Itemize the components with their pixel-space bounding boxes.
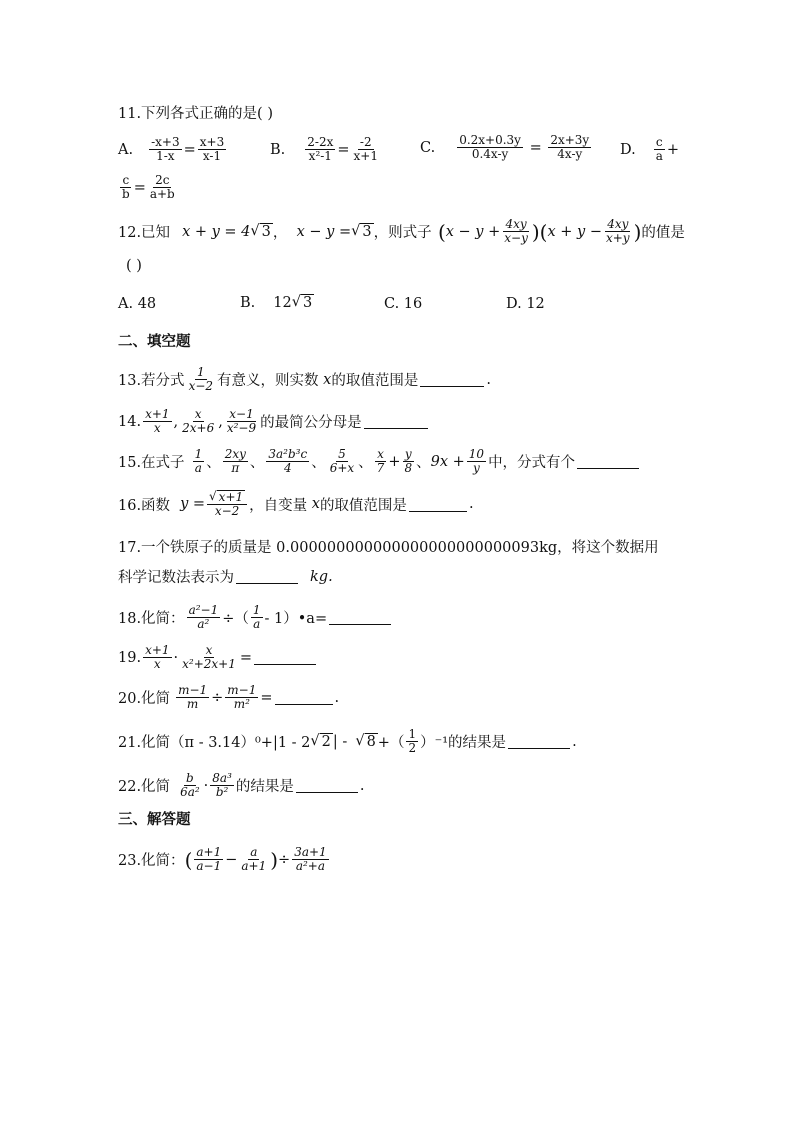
q11-option-d: D. $\frac{c}{a}$ + (620, 135, 680, 164)
fraction: $\frac{a+1}{a-1}$ (196, 845, 222, 874)
answer-blank[interactable] (254, 650, 316, 665)
q21: 21.化简（π - 3.14）⁰+|1 - 2 √ 2 | - √ 8 +（ $\frac{1}{2}$ ）⁻¹的结果是 . (118, 727, 577, 756)
fraction: $\frac{\text{3a²b³c}}{4}$ (268, 447, 308, 476)
fraction: $\frac{x-1}{\text{x²−9}}$ (226, 407, 257, 436)
q13: 13.若分式 $\frac{1}{x-2}$ 有意义，则实数 x 的取值范围是 . (118, 365, 491, 394)
fraction: $\frac{10}{y}$ (468, 447, 485, 476)
fraction: $\frac{b}{\text{6a²}}$ (180, 771, 200, 800)
answer-blank[interactable] (420, 372, 484, 387)
fraction: $\frac{1}{x-2}$ (188, 365, 214, 394)
fraction: $\frac{1}{a}$ (194, 447, 203, 476)
fraction: $\frac{2xy}{\pi}$ (224, 447, 246, 476)
answer-blank[interactable] (364, 414, 428, 429)
fraction: $\frac{-2}{x+1}$ (353, 135, 378, 164)
q17-line2: 科学记数法表示为 kg. (118, 568, 333, 586)
q19: 19. $\frac{x+1}{x}$ · $\frac{x}{\text{x²+2x+1}}$ = (118, 644, 318, 671)
q12-option-a: A. 48 (118, 296, 157, 312)
answer-blank[interactable] (577, 454, 639, 469)
fraction: $\frac{x}{2x+6}$ (182, 407, 215, 436)
answer-blank[interactable] (508, 734, 570, 749)
answer-blank[interactable] (275, 690, 333, 705)
q11-option-a: A. $\frac{-x+3}{1-x}$ = $\frac{x+3}{x-1}$ (118, 135, 225, 164)
fraction: $\frac{4xy}{x-y}$ (504, 217, 528, 246)
square-root: √ 3 (351, 223, 372, 241)
fraction: √ x+1 x−2 (207, 490, 247, 518)
q20: 20.化简 $\frac{m-1}{m}$ ÷ $\frac{m-1}{\text{m²}}$ = . (118, 683, 340, 712)
fraction: $\frac{2x+3y}{4x-y}$ (550, 133, 590, 162)
q11-option-c: C. $\frac{0.2x+0.3y}{0.4x-y}$ = $\frac{2x+3y}{4x-y}$ (420, 133, 590, 162)
square-root: √ x+1 (209, 489, 244, 504)
answer-blank[interactable] (329, 610, 391, 625)
answer-blank[interactable] (236, 569, 298, 584)
fraction: $\frac{4xy}{x+y}$ (605, 217, 630, 246)
fraction: $\frac{x+1}{x}$ (145, 643, 170, 672)
q22: 22.化简 $\frac{b}{\text{6a²}}$ · $\frac{\text{8a³}}{\text{b²}}$ 的结果是 . (118, 771, 365, 800)
q11-option-d-continued: $\frac{c}{b}$ = $\frac{2c}{a+b}$ (122, 173, 175, 202)
fraction: $\frac{x+3}{x-1}$ (199, 135, 225, 164)
answer-blank[interactable] (409, 497, 467, 512)
fraction: $\frac{m-1}{\text{m²}}$ (227, 683, 257, 712)
fraction: $\frac{a}{a+1}$ (241, 845, 267, 874)
fraction: $\frac{c}{a}$ (655, 135, 663, 164)
fraction: $\frac{x}{\text{x²+2x+1}}$ (182, 643, 236, 672)
square-root: √ 2 (310, 733, 331, 751)
square-root: √ 8 (355, 733, 376, 751)
fraction: $\frac{5}{6+x}$ (329, 447, 355, 476)
q17-line1: 17.一个铁原子的质量是 0.000000000000000000000000093kg，将这个数据用 (118, 540, 659, 556)
q14: 14. $\frac{x+1}{x}$ , $\frac{x}{2x+6}$ , $\frac{x-1}{\text{x²−9}}$ 的最简公分母是 (118, 408, 430, 435)
section-answer: 三、解答题 (118, 812, 191, 828)
answer-blank[interactable] (296, 778, 358, 793)
fraction: $\frac{1}{2}$ (408, 727, 417, 756)
fraction: $\frac{x}{7}$ (376, 447, 385, 476)
q12-option-d: D. 12 (506, 296, 545, 312)
q11-stem: 11.下列各式正确的是( ) (118, 106, 273, 122)
fraction: $\frac{c}{b}$ (122, 173, 130, 202)
fraction: $\frac{m-1}{m}$ (178, 683, 208, 712)
q18: 18.化简： $\frac{\text{a²−1}}{\text{a²}}$ ÷（ $\frac{1}{a}$ - 1）•a= (118, 604, 393, 631)
fraction: $\frac{2-2x}{\text{x²-1}}$ (307, 135, 334, 164)
square-root: √ 3 (291, 294, 313, 311)
fraction: $\frac{y}{8}$ (404, 447, 413, 476)
fraction: $\frac{\text{a²−1}}{\text{a²}}$ (188, 603, 219, 632)
fraction: $\frac{-x+3}{1-x}$ (151, 135, 180, 164)
fraction: $\frac{2c}{a+b}$ (149, 173, 175, 202)
fraction: $\frac{\text{8a³}}{\text{b²}}$ (212, 771, 232, 800)
fraction: $\frac{x+1}{x}$ (145, 407, 170, 436)
q23: 23.化简： ( $\frac{a+1}{a-1}$ − $\frac{a}{a+1}$ ) ÷ $\frac{3a+1}{\text{a²+a}}$ (118, 845, 327, 874)
q12-option-b: B. 12 √ 3 (240, 294, 313, 311)
q15: 15.在式子 $\frac{1}{a}$ 、 $\frac{2xy}{\pi}$ 、 $\frac{\text{3a²b³c}}{4}$ 、 $\frac{5}{6+x}$ 、 $\frac{x}{7}$ + $\frac{y}{8}$ 、 9x + $\frac{10}{y}$ 中，分式有个 (118, 448, 641, 475)
fraction: $\frac{0.2x+0.3y}{0.4x-y}$ (459, 133, 521, 162)
section-fill-in: 二、填空题 (118, 334, 191, 350)
fraction: $\frac{3a+1}{\text{a²+a}}$ (294, 845, 327, 874)
q12-stem: 12.已知 x + y = 4 √ 3 ， x − y = √ 3 ，则式子 ( x − y + $\frac{4xy}{x-y}$ )( x + y − $\frac{4xy}{x+y}$ ) 的值是 (118, 217, 685, 246)
q12-option-c: C. 16 (384, 296, 423, 312)
q12-answer-paren: ( ) (126, 258, 142, 274)
square-root: √ 3 (250, 223, 271, 241)
fraction: $\frac{1}{a}$ (252, 603, 261, 632)
q11-option-b: B. $\frac{2-2x}{\text{x²-1}}$ = $\frac{-2}{x+1}$ (270, 135, 378, 164)
q16: 16.函数 y = √ x+1 x−2 ，自变量 x 的取值范围是 . (118, 489, 474, 519)
